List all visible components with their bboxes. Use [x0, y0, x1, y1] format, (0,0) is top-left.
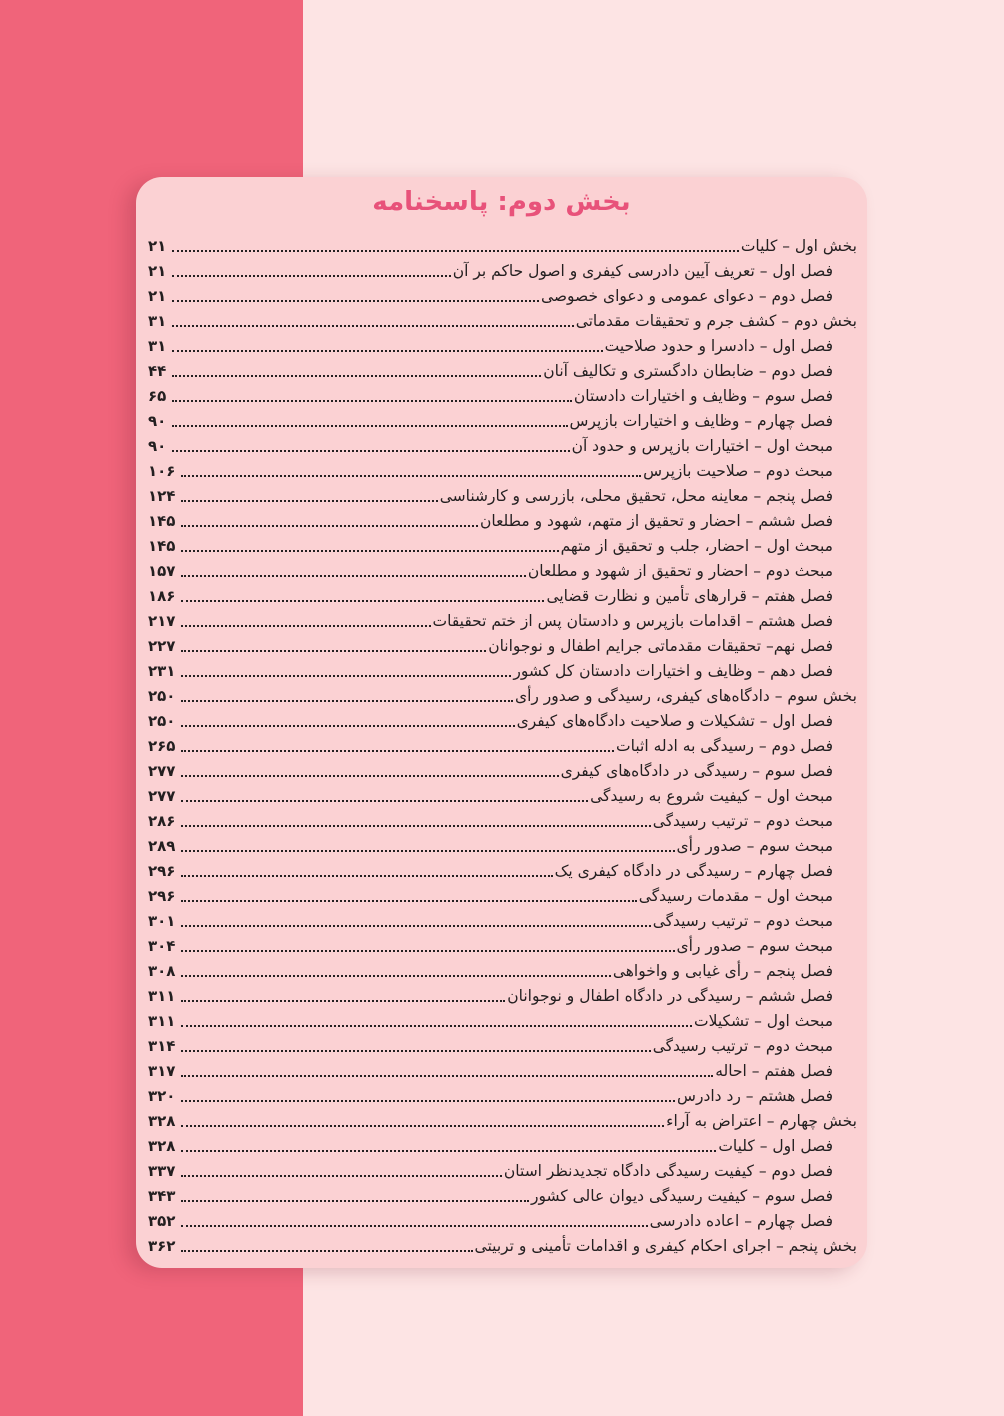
dot-leader [181, 1250, 472, 1252]
toc-entry-title: فصل سوم – کیفیت رسیدگی دیوان عالی کشور [530, 1187, 833, 1205]
toc-entry[interactable] [148, 559, 857, 584]
toc-entry[interactable] [148, 584, 857, 609]
toc-entry[interactable] [148, 934, 857, 959]
toc-entry-page-number: ۱۴۵ [148, 537, 176, 555]
toc-entry-page-number: ۲۷۷ [148, 762, 176, 780]
toc-entry[interactable] [148, 709, 857, 734]
toc-entry-title: مبحث سوم – صدور رأی [676, 937, 833, 955]
toc-entry-page-number: ۳۲۸ [148, 1137, 176, 1155]
dot-leader [172, 400, 572, 402]
toc-entry[interactable] [148, 1084, 857, 1109]
toc-entry-page-number: ۴۴ [148, 362, 167, 380]
dot-leader [181, 900, 636, 902]
toc-entry-title: فصل پنجم – معاینه محل، تحقیق محلی، بازرسی و کارشناسی [439, 487, 833, 505]
toc-entry-page-number: ۲۵۰ [148, 712, 176, 730]
toc-entry-page-number: ۲۱ [148, 237, 167, 255]
dot-leader [181, 1025, 692, 1027]
toc-entry-title: فصل ششم – احضار و تحقیق از متهم، شهود و مطلعان [479, 512, 833, 530]
dot-leader [172, 300, 539, 302]
toc-entry-title: فصل چهارم – وظایف و اختیارات بازپرس [569, 412, 833, 430]
toc-entry-title: فصل سوم – وظایف و اختیارات دادستان [573, 387, 833, 405]
toc-entry[interactable] [148, 534, 857, 559]
toc-entry-title: مبحث اول – کیفیت شروع به رسیدگی [590, 787, 833, 805]
toc-entry-page-number: ۲۷۷ [148, 787, 176, 805]
dot-leader [181, 550, 558, 552]
toc-entry[interactable] [148, 1184, 857, 1209]
toc-entry-title: فصل هفتم – قرارهای تأمین و نظارت قضایی [546, 587, 833, 605]
toc-entry-page-number: ۲۹۶ [148, 862, 176, 880]
toc-entry-title: بخش اول – کلیات [740, 237, 857, 255]
dot-leader [181, 500, 437, 502]
toc-entry[interactable] [148, 634, 857, 659]
toc-entry[interactable] [148, 1034, 857, 1059]
dot-leader [181, 650, 486, 652]
toc-entry[interactable] [148, 684, 857, 709]
toc-entry[interactable] [148, 609, 857, 634]
toc-entry-page-number: ۲۸۹ [148, 837, 176, 855]
toc-entry-title: فصل دوم – ضابطان دادگستری و تکالیف آنان [543, 362, 833, 380]
toc-entry-page-number: ۳۱۱ [148, 1012, 176, 1030]
dot-leader [181, 800, 588, 802]
toc-entry[interactable] [148, 759, 857, 784]
dot-leader [172, 350, 602, 352]
toc-entry-page-number: ۳۲۰ [148, 1087, 176, 1105]
toc-entry-title: فصل اول – دادسرا و حدود صلاحیت [604, 337, 833, 355]
toc-entry-page-number: ۱۰۶ [148, 462, 176, 480]
toc-entry-title: فصل دوم – رسیدگی به ادله اثبات [616, 737, 833, 755]
toc-entry[interactable] [148, 1159, 857, 1184]
toc-entry-title: فصل ششم – رسیدگی در دادگاه اطفال و نوجوانان [507, 987, 833, 1005]
toc-entry-page-number: ۶۵ [148, 387, 167, 405]
toc-entry-title: فصل دهم – وظایف و اختیارات دادستان کل کشور [513, 662, 833, 680]
toc-entry[interactable] [148, 284, 857, 309]
toc-entry-title: فصل سوم – رسیدگی در دادگاه‌های کیفری [560, 762, 833, 780]
toc-entry-title: مبحث اول – احضار، جلب و تحقیق از متهم [560, 537, 833, 555]
toc-entry[interactable] [148, 1109, 857, 1134]
toc-entry-title: فصل نهم– تحقیقات مقدماتی جرایم اطفال و نوجوانان [488, 637, 833, 655]
toc-entry-page-number: ۳۵۲ [148, 1212, 176, 1230]
toc-entry-title: فصل اول – تشکیلات و صلاحیت دادگاه‌های کیفری [516, 712, 833, 730]
toc-entry-page-number: ۳۰۸ [148, 962, 176, 980]
toc-entry[interactable] [148, 959, 857, 984]
dot-leader [181, 875, 552, 877]
dot-leader [181, 750, 614, 752]
toc-entry-page-number: ۳۱۱ [148, 987, 176, 1005]
toc-entry-title: مبحث دوم – ترتیب رسیدگی [652, 812, 833, 830]
dot-leader [181, 850, 674, 852]
toc-entry-page-number: ۳۱ [148, 337, 167, 355]
toc-entry-title: فصل چهارم – رسیدگی در دادگاه کیفری یک [554, 862, 833, 880]
toc-entry[interactable] [148, 509, 857, 534]
toc-entry-page-number: ۱۲۴ [148, 487, 176, 505]
dot-leader [181, 1150, 716, 1152]
toc-entry-page-number: ۳۰۴ [148, 937, 176, 955]
toc-entry-page-number: ۳۰۱ [148, 912, 176, 930]
dot-leader [181, 625, 430, 627]
toc-entry-title: مبحث دوم – ترتیب رسیدگی [652, 1037, 833, 1055]
toc-entry[interactable] [148, 734, 857, 759]
toc-entry-page-number: ۲۳۱ [148, 662, 176, 680]
toc-entry-page-number: ۳۶۲ [148, 1237, 176, 1255]
toc-entry-page-number: ۲۹۶ [148, 887, 176, 905]
toc-entry-title: مبحث دوم – ترتیب رسیدگی [652, 912, 833, 930]
dot-leader [181, 1125, 664, 1127]
toc-entry-title: مبحث اول – تشکیلات [693, 1012, 833, 1030]
toc-entry-page-number: ۲۱ [148, 262, 167, 280]
toc-entry[interactable] [148, 659, 857, 684]
toc-entry-page-number: ۳۲۸ [148, 1112, 176, 1130]
dot-leader [181, 525, 478, 527]
dot-leader [181, 1175, 501, 1177]
toc-entry-page-number: ۳۱ [148, 312, 167, 330]
dot-leader [181, 675, 511, 677]
toc-entry[interactable] [148, 984, 857, 1009]
toc-entry-page-number: ۹۰ [148, 437, 167, 455]
dot-leader [172, 425, 567, 427]
dot-leader [181, 950, 674, 952]
toc-entry-page-number: ۳۳۷ [148, 1162, 176, 1180]
toc-entry-page-number: ۳۱۷ [148, 1062, 176, 1080]
dot-leader [181, 725, 514, 727]
toc-entry[interactable] [148, 334, 857, 359]
toc-entry-page-number: ۲۱۷ [148, 612, 176, 630]
toc-entry-title: فصل چهارم – اعاده دادرسی [649, 1212, 833, 1230]
toc-entry-title: فصل هشتم – رد دادرس [677, 1087, 833, 1105]
toc-entry-page-number: ۹۰ [148, 412, 167, 430]
toc-entry[interactable] [148, 434, 857, 459]
dot-leader [181, 475, 641, 477]
dot-leader [181, 925, 650, 927]
dot-leader [181, 1000, 505, 1002]
table-of-contents-card [136, 177, 867, 1268]
toc-entry-title: فصل دوم – دعوای عمومی و دعوای خصوصی [540, 287, 833, 305]
dot-leader [181, 1200, 529, 1202]
toc-section-title: بخش دوم: پاسخنامه [372, 187, 631, 217]
toc-entry[interactable] [148, 484, 857, 509]
toc-entry-page-number: ۱۸۶ [148, 587, 176, 605]
toc-entry-title: مبحث دوم – احضار و تحقیق از شهود و مطلعان [527, 562, 833, 580]
toc-entry[interactable] [148, 859, 857, 884]
dot-leader [172, 250, 739, 252]
dot-leader [181, 700, 512, 702]
dot-leader [172, 275, 450, 277]
toc-entry[interactable] [148, 1234, 857, 1259]
toc-entry-page-number: ۲۱ [148, 287, 167, 305]
toc-list [148, 234, 857, 1259]
toc-entry-title: بخش دوم – کشف جرم و تحقیقات مقدماتی [575, 312, 857, 330]
dot-leader [181, 825, 650, 827]
toc-entry[interactable] [148, 1134, 857, 1159]
toc-entry-page-number: ۲۶۵ [148, 737, 176, 755]
toc-entry-title: مبحث اول – اختیارات بازپرس و حدود آن [571, 437, 833, 455]
toc-entry-title: مبحث سوم – صدور رأی [676, 837, 833, 855]
dot-leader [172, 325, 573, 327]
toc-entry[interactable] [148, 459, 857, 484]
toc-entry-title: بخش چهارم – اعتراض به آراء [666, 1112, 857, 1130]
toc-entry-title: فصل پنجم – رأی غیابی و واخواهی [612, 962, 833, 980]
toc-entry-title: فصل اول – کلیات [718, 1137, 833, 1155]
toc-entry-page-number: ۱۴۵ [148, 512, 176, 530]
toc-entry-page-number: ۱۵۷ [148, 562, 176, 580]
toc-entry-title: مبحث دوم – صلاحیت بازپرس [643, 462, 833, 480]
toc-entry-title: بخش سوم – دادگاه‌های کیفری، رسیدگی و صدور رأی [514, 687, 857, 705]
toc-entry-page-number: ۳۱۴ [148, 1037, 176, 1055]
toc-entry-title: فصل دوم – کیفیت رسیدگی دادگاه تجدیدنظر استان [503, 1162, 833, 1180]
dot-leader [181, 1050, 650, 1052]
toc-entry[interactable] [148, 1009, 857, 1034]
toc-entry[interactable] [148, 834, 857, 859]
toc-entry[interactable] [148, 1059, 857, 1084]
toc-entry-page-number: ۲۸۶ [148, 812, 176, 830]
dot-leader [181, 575, 525, 577]
toc-entry[interactable] [148, 1209, 857, 1234]
dot-leader [172, 375, 541, 377]
toc-entry-title: بخش پنجم – اجرای احکام کیفری و اقدامات تأمینی و تربیتی [474, 1237, 857, 1255]
dot-leader [181, 600, 544, 602]
dot-leader [172, 450, 569, 452]
dot-leader [181, 1075, 713, 1077]
dot-leader [181, 1100, 675, 1102]
toc-entry[interactable] [148, 384, 857, 409]
dot-leader [181, 775, 558, 777]
toc-entry-title: فصل اول – تعریف آیین دادرسی کیفری و اصول حاکم بر آن [452, 262, 833, 280]
toc-entry[interactable] [148, 234, 857, 259]
toc-entry[interactable] [148, 259, 857, 284]
toc-entry-page-number: ۲۵۰ [148, 687, 176, 705]
dot-leader [181, 1225, 647, 1227]
toc-entry-page-number: ۳۴۳ [148, 1187, 176, 1205]
toc-entry[interactable] [148, 784, 857, 809]
toc-entry-title: مبحث اول – مقدمات رسیدگی [638, 887, 833, 905]
toc-entry[interactable] [148, 884, 857, 909]
toc-entry-title: فصل هشتم – اقدامات بازپرس و دادستان پس از ختم تحقیقات [432, 612, 833, 630]
toc-entry-title: فصل هفتم – احاله [715, 1062, 833, 1080]
toc-entry[interactable] [148, 359, 857, 384]
toc-entry[interactable] [148, 409, 857, 434]
toc-entry[interactable] [148, 309, 857, 334]
toc-entry[interactable] [148, 909, 857, 934]
toc-entry[interactable] [148, 809, 857, 834]
toc-entry-page-number: ۲۲۷ [148, 637, 176, 655]
dot-leader [181, 975, 610, 977]
